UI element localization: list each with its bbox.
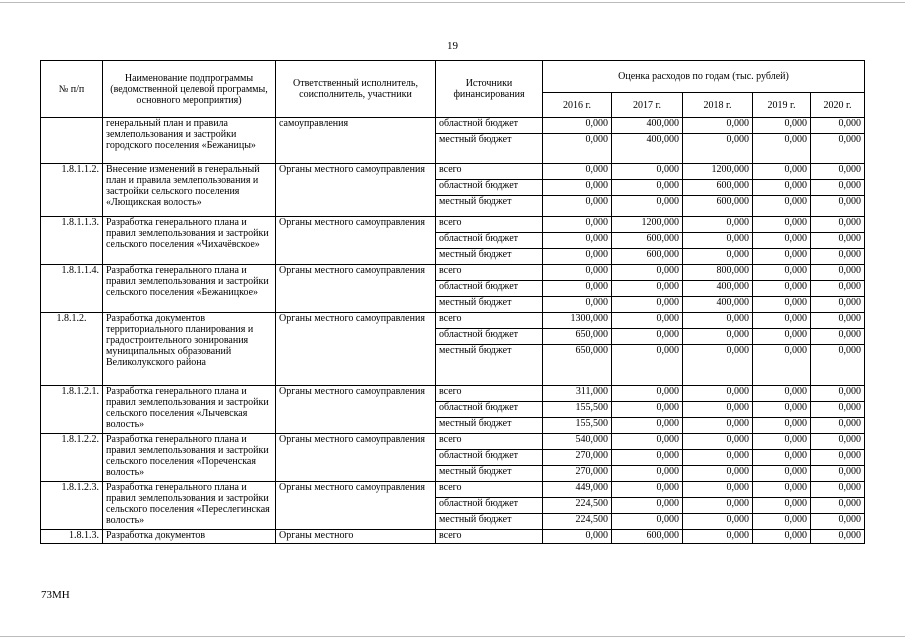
amount-cell: 0,000: [683, 450, 753, 466]
item-number: 1.8.1.2.2.: [41, 434, 103, 482]
amount-cell: 600,000: [683, 196, 753, 217]
amount-cell: 1300,000: [543, 313, 612, 329]
amount-cell: 0,000: [683, 386, 753, 402]
amount-cell: 0,000: [612, 514, 683, 530]
amount-cell: 0,000: [753, 402, 811, 418]
funding-source: местный бюджет: [436, 297, 543, 313]
amount-cell: 0,000: [811, 313, 865, 329]
amount-cell: 400,000: [612, 134, 683, 164]
amount-cell: 0,000: [612, 402, 683, 418]
amount-cell: 0,000: [811, 345, 865, 386]
amount-cell: 0,000: [543, 118, 612, 134]
amount-cell: 0,000: [543, 249, 612, 265]
funding-source: областной бюджет: [436, 118, 543, 134]
funding-source: местный бюджет: [436, 466, 543, 482]
amount-cell: 0,000: [753, 249, 811, 265]
header-num: № п/п: [41, 61, 103, 118]
amount-cell: 0,000: [811, 434, 865, 450]
funding-source: местный бюджет: [436, 134, 543, 164]
amount-cell: 0,000: [683, 498, 753, 514]
amount-cell: 0,000: [612, 180, 683, 196]
amount-cell: 0,000: [753, 329, 811, 345]
amount-cell: 0,000: [811, 418, 865, 434]
item-number: 1.8.1.2.: [41, 313, 103, 386]
item-number: 1.8.1.1.4.: [41, 265, 103, 313]
amount-cell: 0,000: [683, 118, 753, 134]
funding-source: всего: [436, 217, 543, 233]
item-number: 1.8.1.2.1.: [41, 386, 103, 434]
amount-cell: 0,000: [811, 196, 865, 217]
funding-source: всего: [436, 265, 543, 281]
amount-cell: 0,000: [811, 498, 865, 514]
amount-cell: 0,000: [612, 313, 683, 329]
item-number: 1.8.1.3.: [41, 530, 103, 544]
amount-cell: 540,000: [543, 434, 612, 450]
funding-source: всего: [436, 386, 543, 402]
item-name: Разработка генерального плана и правил землепользования и застройки сельского поселения «Пореченская волость»: [103, 434, 276, 482]
header-year: 2016 г.: [543, 93, 612, 118]
funding-source: областной бюджет: [436, 450, 543, 466]
amount-cell: 0,000: [753, 450, 811, 466]
amount-cell: 0,000: [683, 402, 753, 418]
amount-cell: 0,000: [753, 164, 811, 180]
funding-source: областной бюджет: [436, 281, 543, 297]
amount-cell: 0,000: [811, 386, 865, 402]
header-sources: Источники финансирования: [436, 61, 543, 118]
amount-cell: 0,000: [753, 313, 811, 329]
amount-cell: 0,000: [612, 196, 683, 217]
amount-cell: 400,000: [683, 281, 753, 297]
amount-cell: 0,000: [543, 265, 612, 281]
amount-cell: 270,000: [543, 450, 612, 466]
amount-cell: 0,000: [612, 281, 683, 297]
amount-cell: 0,000: [683, 345, 753, 386]
amount-cell: 0,000: [683, 466, 753, 482]
amount-cell: 224,500: [543, 514, 612, 530]
amount-cell: 0,000: [811, 217, 865, 233]
funding-source: местный бюджет: [436, 514, 543, 530]
amount-cell: 0,000: [811, 118, 865, 134]
amount-cell: 0,000: [753, 386, 811, 402]
amount-cell: 0,000: [612, 265, 683, 281]
amount-cell: 0,000: [543, 196, 612, 217]
expenditure-table: [40, 60, 865, 544]
item-executor: Органы местного самоуправления: [276, 265, 436, 313]
amount-cell: 0,000: [612, 386, 683, 402]
amount-cell: 0,000: [753, 217, 811, 233]
scan-edge-top: [0, 2, 905, 3]
amount-cell: 0,000: [811, 297, 865, 313]
table-row: [41, 313, 865, 329]
table-row: [41, 482, 865, 498]
amount-cell: 0,000: [683, 217, 753, 233]
item-name: Разработка генерального плана и правил землепользования и застройки сельского поселения «Переслегинская волость»: [103, 482, 276, 530]
footer-code: 73МН: [41, 589, 70, 601]
amount-cell: 0,000: [753, 196, 811, 217]
amount-cell: 600,000: [683, 180, 753, 196]
amount-cell: 400,000: [683, 297, 753, 313]
amount-cell: 0,000: [811, 164, 865, 180]
amount-cell: 0,000: [811, 249, 865, 265]
funding-source: местный бюджет: [436, 418, 543, 434]
item-name: генеральный план и правила землепользования и застройки городского поселения «Бежаницы»: [103, 118, 276, 164]
amount-cell: 0,000: [753, 482, 811, 498]
amount-cell: 0,000: [543, 530, 612, 544]
amount-cell: 1200,000: [683, 164, 753, 180]
amount-cell: 0,000: [543, 164, 612, 180]
header-name: Наименование подпрограммы (ведомственной целевой программы, основного мероприятия): [103, 61, 276, 118]
item-executor: Органы местного самоуправления: [276, 434, 436, 482]
amount-cell: 400,000: [612, 118, 683, 134]
funding-source: областной бюджет: [436, 180, 543, 196]
funding-source: областной бюджет: [436, 498, 543, 514]
amount-cell: 0,000: [543, 297, 612, 313]
amount-cell: 0,000: [753, 466, 811, 482]
amount-cell: 0,000: [543, 281, 612, 297]
funding-source: областной бюджет: [436, 233, 543, 249]
amount-cell: 0,000: [811, 450, 865, 466]
amount-cell: 0,000: [683, 482, 753, 498]
amount-cell: 600,000: [612, 233, 683, 249]
amount-cell: 0,000: [753, 265, 811, 281]
amount-cell: 0,000: [753, 180, 811, 196]
item-number: 1.8.1.1.3.: [41, 217, 103, 265]
funding-source: областной бюджет: [436, 402, 543, 418]
item-name: Разработка генерального плана и правил землепользования и застройки сельского поселения «Бежаницкое»: [103, 265, 276, 313]
amount-cell: 0,000: [612, 498, 683, 514]
amount-cell: 650,000: [543, 345, 612, 386]
table-row: [41, 434, 865, 450]
amount-cell: 0,000: [612, 297, 683, 313]
amount-cell: 0,000: [683, 233, 753, 249]
amount-cell: 0,000: [683, 134, 753, 164]
item-executor: самоуправления: [276, 118, 436, 164]
amount-cell: 0,000: [811, 265, 865, 281]
amount-cell: 0,000: [612, 329, 683, 345]
amount-cell: 600,000: [612, 530, 683, 544]
table-row: [41, 118, 865, 134]
amount-cell: 0,000: [811, 329, 865, 345]
amount-cell: 0,000: [753, 281, 811, 297]
amount-cell: 0,000: [683, 434, 753, 450]
amount-cell: 0,000: [811, 281, 865, 297]
amount-cell: 0,000: [612, 434, 683, 450]
table-row: [41, 530, 865, 544]
amount-cell: 155,500: [543, 402, 612, 418]
amount-cell: 0,000: [683, 530, 753, 544]
funding-source: всего: [436, 434, 543, 450]
funding-source: всего: [436, 530, 543, 544]
funding-source: всего: [436, 164, 543, 180]
header-year: 2017 г.: [612, 93, 683, 118]
amount-cell: 0,000: [811, 402, 865, 418]
amount-cell: 0,000: [543, 180, 612, 196]
amount-cell: 0,000: [753, 345, 811, 386]
amount-cell: 0,000: [683, 329, 753, 345]
amount-cell: 224,500: [543, 498, 612, 514]
amount-cell: 155,500: [543, 418, 612, 434]
item-number: [41, 118, 103, 164]
amount-cell: 0,000: [753, 118, 811, 134]
header-executor: Ответственный исполнитель, соисполнитель, участники: [276, 61, 436, 118]
item-executor: Органы местного самоуправления: [276, 217, 436, 265]
amount-cell: 0,000: [543, 217, 612, 233]
amount-cell: 0,000: [612, 466, 683, 482]
amount-cell: 0,000: [612, 450, 683, 466]
table-row: [41, 386, 865, 402]
amount-cell: 0,000: [811, 134, 865, 164]
funding-source: местный бюджет: [436, 196, 543, 217]
amount-cell: 0,000: [612, 418, 683, 434]
amount-cell: 0,000: [811, 514, 865, 530]
header-year: 2019 г.: [753, 93, 811, 118]
scan-edge-bottom: [0, 636, 905, 637]
item-executor: Органы местного самоуправления: [276, 386, 436, 434]
item-name: Разработка генерального плана и правил землепользования и застройки сельского поселения «Чихачёвское»: [103, 217, 276, 265]
amount-cell: 0,000: [753, 530, 811, 544]
item-name: Разработка генерального плана и правил землепользования и застройки сельского поселения «Лычевская волость»: [103, 386, 276, 434]
amount-cell: 0,000: [811, 180, 865, 196]
amount-cell: 0,000: [683, 514, 753, 530]
amount-cell: 600,000: [612, 249, 683, 265]
item-number: 1.8.1.1.2.: [41, 164, 103, 217]
header-year: 2018 г.: [683, 93, 753, 118]
amount-cell: 0,000: [612, 482, 683, 498]
amount-cell: 0,000: [811, 530, 865, 544]
item-name: Внесение изменений в генеральный план и правила землепользования и застройки сельского поселения «Лющикская волость»: [103, 164, 276, 217]
funding-source: местный бюджет: [436, 249, 543, 265]
header-year: 2020 г.: [811, 93, 865, 118]
amount-cell: 0,000: [811, 233, 865, 249]
table-row: [41, 164, 865, 180]
amount-cell: 0,000: [683, 249, 753, 265]
funding-source: всего: [436, 482, 543, 498]
item-number: 1.8.1.2.3.: [41, 482, 103, 530]
amount-cell: 0,000: [753, 434, 811, 450]
amount-cell: 0,000: [753, 498, 811, 514]
amount-cell: 0,000: [683, 313, 753, 329]
table-body: [41, 118, 865, 544]
funding-source: всего: [436, 313, 543, 329]
amount-cell: 0,000: [683, 418, 753, 434]
header-costs: Оценка расходов по годам (тыс. рублей): [543, 61, 865, 93]
amount-cell: 0,000: [753, 418, 811, 434]
item-executor: Органы местного самоуправления: [276, 482, 436, 530]
amount-cell: 270,000: [543, 466, 612, 482]
amount-cell: 1200,000: [612, 217, 683, 233]
amount-cell: 0,000: [543, 134, 612, 164]
amount-cell: 311,000: [543, 386, 612, 402]
amount-cell: 449,000: [543, 482, 612, 498]
amount-cell: 0,000: [753, 134, 811, 164]
amount-cell: 0,000: [543, 233, 612, 249]
item-executor: Органы местного самоуправления: [276, 164, 436, 217]
amount-cell: 0,000: [811, 466, 865, 482]
amount-cell: 0,000: [753, 297, 811, 313]
funding-source: областной бюджет: [436, 329, 543, 345]
table-row: [41, 265, 865, 281]
amount-cell: 650,000: [543, 329, 612, 345]
amount-cell: 0,000: [612, 345, 683, 386]
item-executor: Органы местного: [276, 530, 436, 544]
table-row: [41, 217, 865, 233]
funding-source: местный бюджет: [436, 345, 543, 386]
amount-cell: 800,000: [683, 265, 753, 281]
amount-cell: 0,000: [811, 482, 865, 498]
item-name: Разработка документов территориального планирования и градостроительного зонирования муниципальных образований Великолукского района: [103, 313, 276, 386]
item-name: Разработка документов: [103, 530, 276, 544]
amount-cell: 0,000: [753, 514, 811, 530]
item-executor: Органы местного самоуправления: [276, 313, 436, 386]
page-number: 19: [447, 40, 458, 52]
amount-cell: 0,000: [612, 164, 683, 180]
amount-cell: 0,000: [753, 233, 811, 249]
